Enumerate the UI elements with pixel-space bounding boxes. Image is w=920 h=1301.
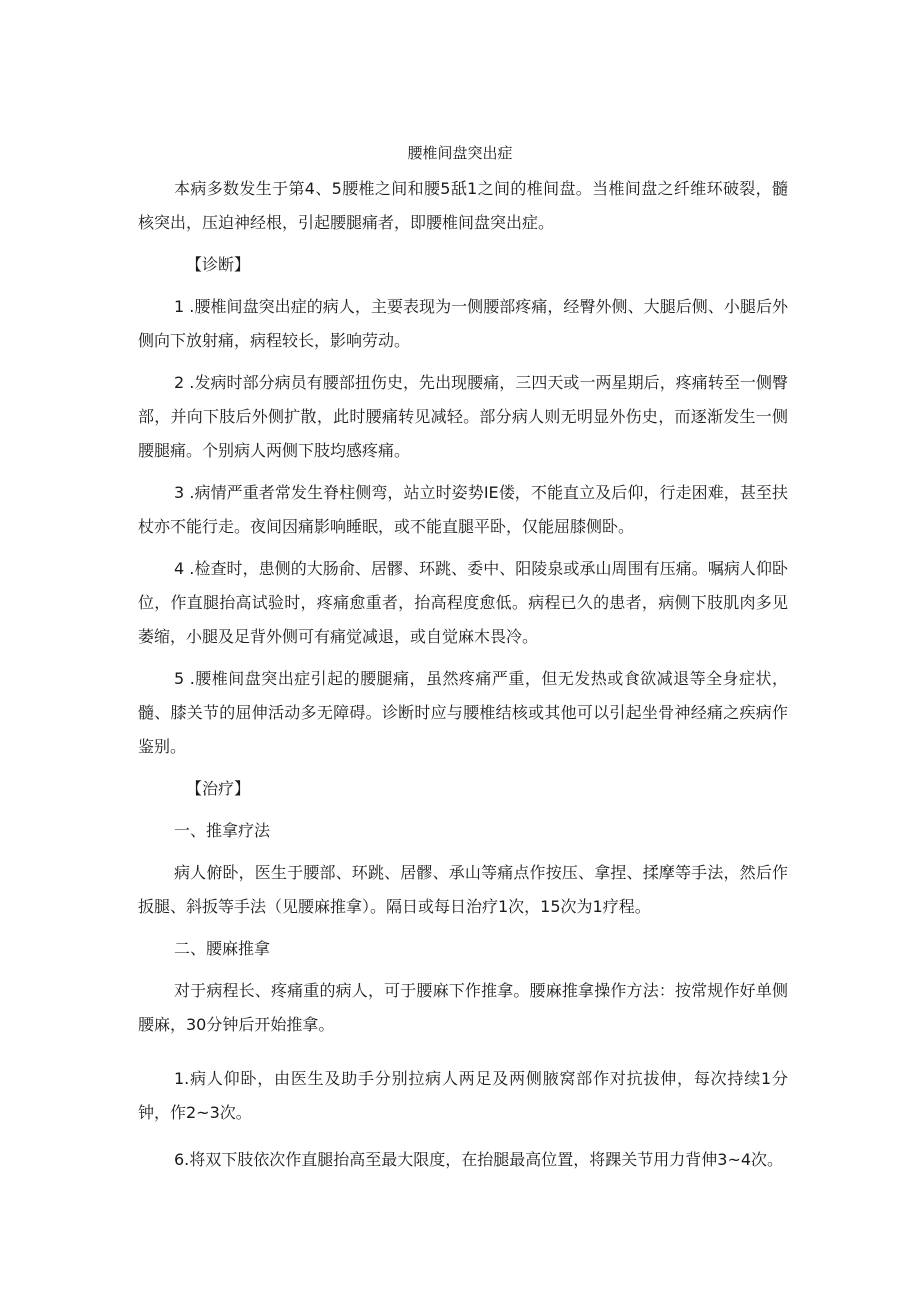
method2-heading: 二、腰麻推拿 [174, 939, 271, 958]
step-1: 1.病人仰卧，由医生及助手分别拉病人两足及两侧腋窝部作对抗拔伸，每次持续1分钟，作2~3次。 [138, 1069, 788, 1122]
intro-paragraph: 本病多数发生于第4、5腰椎之间和腰5舐1之间的椎间盘。当椎间盘之纤维环破裂，髓核突出，压迫神经根，引起腰腿痛者，即腰椎间盘突出症。 [138, 179, 788, 232]
method1-paragraph: 病人俯卧，医生于腰部、环跳、居髎、承山等痛点作按压、拿捏、揉摩等手法，然后作扳腿、斜扳等手法（见腰麻推拿）。隔日或每日治疗1次，15次为1疗程。 [138, 863, 788, 916]
step-6: 6.将双下肢依次作直腿抬高至最大限度，在抬腿最高位置，将踝关节用力背伸3~4次。 [174, 1150, 784, 1169]
document-body [138, 172, 788, 1182]
diagnosis-item-1: 1 .腰椎间盘突出症的病人，主要表现为一侧腰部疼痛，经臀外侧、大腿后侧、小腿后外侧向下放射痛，病程较长，影响劳动。 [138, 297, 788, 350]
diagnosis-item-5: 5 .腰椎间盘突出症引起的腰腿痛，虽然疼痛严重，但无发热或食欲减退等全身症状，髓、膝关节的屈伸活动多无障碍。诊断时应与腰椎结核或其他可以引起坐骨神经痛之疾病作鉴别。 [138, 669, 788, 756]
method2-paragraph: 对于病程长、疼痛重的病人，可于腰麻下作推拿。腰麻推拿操作方法：按常规作好单侧腰麻，30分钟后开始推拿。 [138, 981, 788, 1034]
diagnosis-item-4: 4 .检查时，患侧的大肠俞、居髎、环跳、委中、阳陵泉或承山周围有压痛。嘱病人仰卧位，作直腿抬高试验时，疼痛愈重者，抬高程度愈低。病程已久的患者，病侧下肢肌肉多见萎缩，小腿及足背外侧可有痛觉减退，或自觉麻木畏冷。 [138, 559, 788, 646]
document-title: 腰椎间盘突出症 [407, 144, 513, 162]
diagnosis-item-2: 2 .发病时部分病员有腰部扭伤史，先出现腰痛，三四天或一两星期后，疼痛转至一侧臀部，并向下肢后外侧扩散，此时腰痛转见减轻。部分病人则无明显外伤史，而逐渐发生一侧腰腿痛。个别病人两侧下肢均感疼痛。 [138, 373, 788, 460]
diagnosis-item-3: 3 .病情严重者常发生脊柱侧弯，站立时姿势IE偻，不能直立及后仰，行走困难，甚至扶杖亦不能行走。夜间因痛影响睡眠，或不能直腿平卧，仅能屈膝侧卧。 [138, 483, 788, 536]
method1-heading: 一、推拿疗法 [174, 821, 271, 840]
treatment-heading: 【治疗】 [186, 779, 251, 798]
diagnosis-heading: 【诊断】 [186, 255, 251, 274]
